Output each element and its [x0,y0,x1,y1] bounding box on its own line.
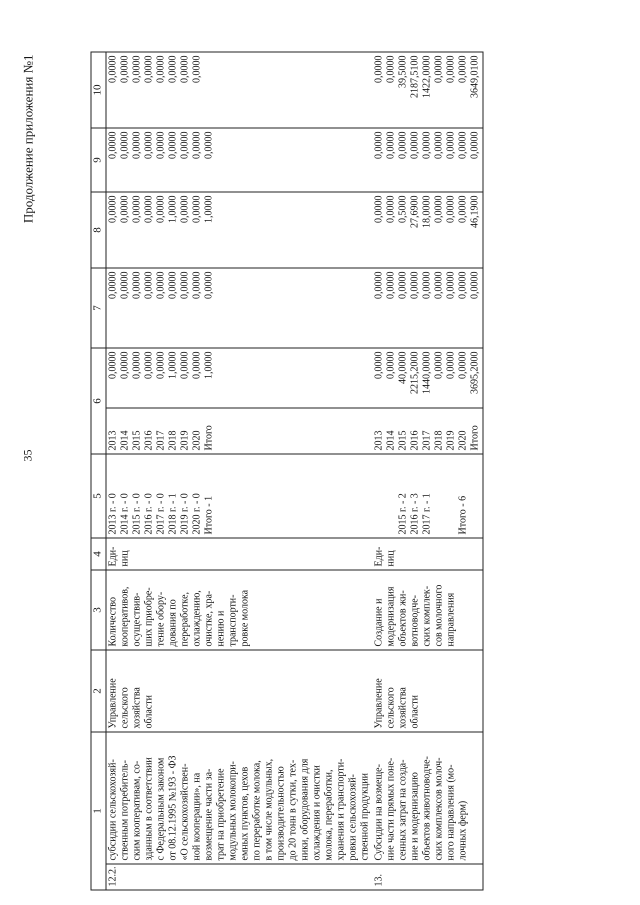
unit: Еди- ниц [372,538,483,570]
row-number: 12.2. [106,864,373,890]
indicator-values: 2015 г. - 2 2016 г. - 3 2017 г. - 1 Итого - 6 [372,454,483,538]
executor: Управление сельского хозяйства области [106,650,373,732]
funding-col-10: 0,0000 0,0000 0,0000 0,0000 0,0000 0,0000 0,0000 0,0000 [106,52,373,128]
unit: Еди- ниц [106,538,373,570]
header-cell-5: 5 [91,454,106,538]
header-cell-9: 9 [91,128,106,192]
funding-col-7: 0,0000 0,0000 0,0000 0,0000 0,0000 0,0000 0,0000 0,0000 0,0000 [372,268,483,348]
funding-col-10: 0,0000 0,0000 39,5000 2187,5100 1422,0000 0,0000 0,0000 0,0000 3649,0100 [372,52,483,128]
header-cell-10: 10 [91,52,106,128]
row-number: 13. [372,864,483,890]
header-cell-1: 1 [91,732,106,890]
header-cell-4: 4 [91,538,106,570]
measure-description: субсидии сельскохозяй- ственным потребитель- ским кооперативам, со- зданным в соответствии с Федеральным законом от 08.12.1995 №193 - ФЗ «О сельскохозяйствен- ной кооперации», на возмещение части за- трат на приобретение модульных молокопри- емных пунктов, цехов по переработке молока, в том числе модульных, производительностью до 20 тонн в сутки, тех- ники, оборудования для охлаждения и очистки молока, переработки, хранения и транспорти- ровки сельскохозяй- ственной продукции [106,732,373,864]
funding-total: 0,0000 0,0000 0,0000 0,0000 0,0000 1,0000 0,0000 0,0000 1,0000 [106,348,373,408]
indicator: Создание и модернизация объектов жи- вотноводче- ских комплек- сов молочного направления [372,570,483,650]
indicator: Количество кооперативов, осуществив- ших приобре- тение обору- дования по переработке, охлаждению, очистке, хра- нению и транспорти- ровке молока [106,570,373,650]
funding-total: 0,0000 0,0000 40,0000 2215,2000 1440,0000 0,0000 0,0000 0,0000 3695,2000 [372,348,483,408]
header-cell-8: 8 [91,192,106,268]
funding-col-8: 0,0000 0,0000 0,0000 0,0000 0,0000 1,0000 0,0000 0,0000 1,0000 [106,192,373,268]
table-row [372,52,483,890]
executor: Управление сельского хозяйства области [372,650,483,732]
header-cell-6: 6 [91,348,106,454]
funding-col-9: 0,0000 0,0000 0,0000 0,0000 0,0000 0,0000 0,0000 0,0000 0,0000 [372,128,483,192]
measure-description: Субсидии на возмеще- ние части прямых поне- сенных затрат на созда- ние и модернизацию объектов животноводче- ских комплексов молоч- ного направления (мо- лочных ферм) [372,732,483,864]
funding-col-8: 0,0000 0,0000 0,5000 27,6900 18,0000 0,0000 0,0000 0,0000 46,1900 [372,192,483,268]
header-cell-7: 7 [91,268,106,348]
continuation-label: Продолжение приложения №1 [20,54,35,223]
header-cell-2: 2 [91,650,106,732]
year-list: 2013 2014 2015 2016 2017 2018 2019 2020 Итого [106,408,373,454]
header-row [91,52,106,890]
year-list: 2013 2014 2015 2016 2017 2018 2019 2020 Итого [372,408,483,454]
program-table [90,51,483,890]
funding-col-7: 0,0000 0,0000 0,0000 0,0000 0,0000 0,0000 0,0000 0,0000 0,0000 [106,268,373,348]
funding-col-9: 0,0000 0,0000 0,0000 0,0000 0,0000 0,0000 0,0000 0,0000 0,0000 [106,128,373,192]
page-number: 35 [20,449,34,461]
table-row [106,52,373,890]
indicator-values: 2013 г. - 0 2014 г. - 0 2015 г. - 0 2016 г. - 0 2017 г. - 0 2018 г. - 1 2019 г. - 0 2020 г. - 0 Итого - 1 [106,454,373,538]
header-cell-3: 3 [91,570,106,650]
